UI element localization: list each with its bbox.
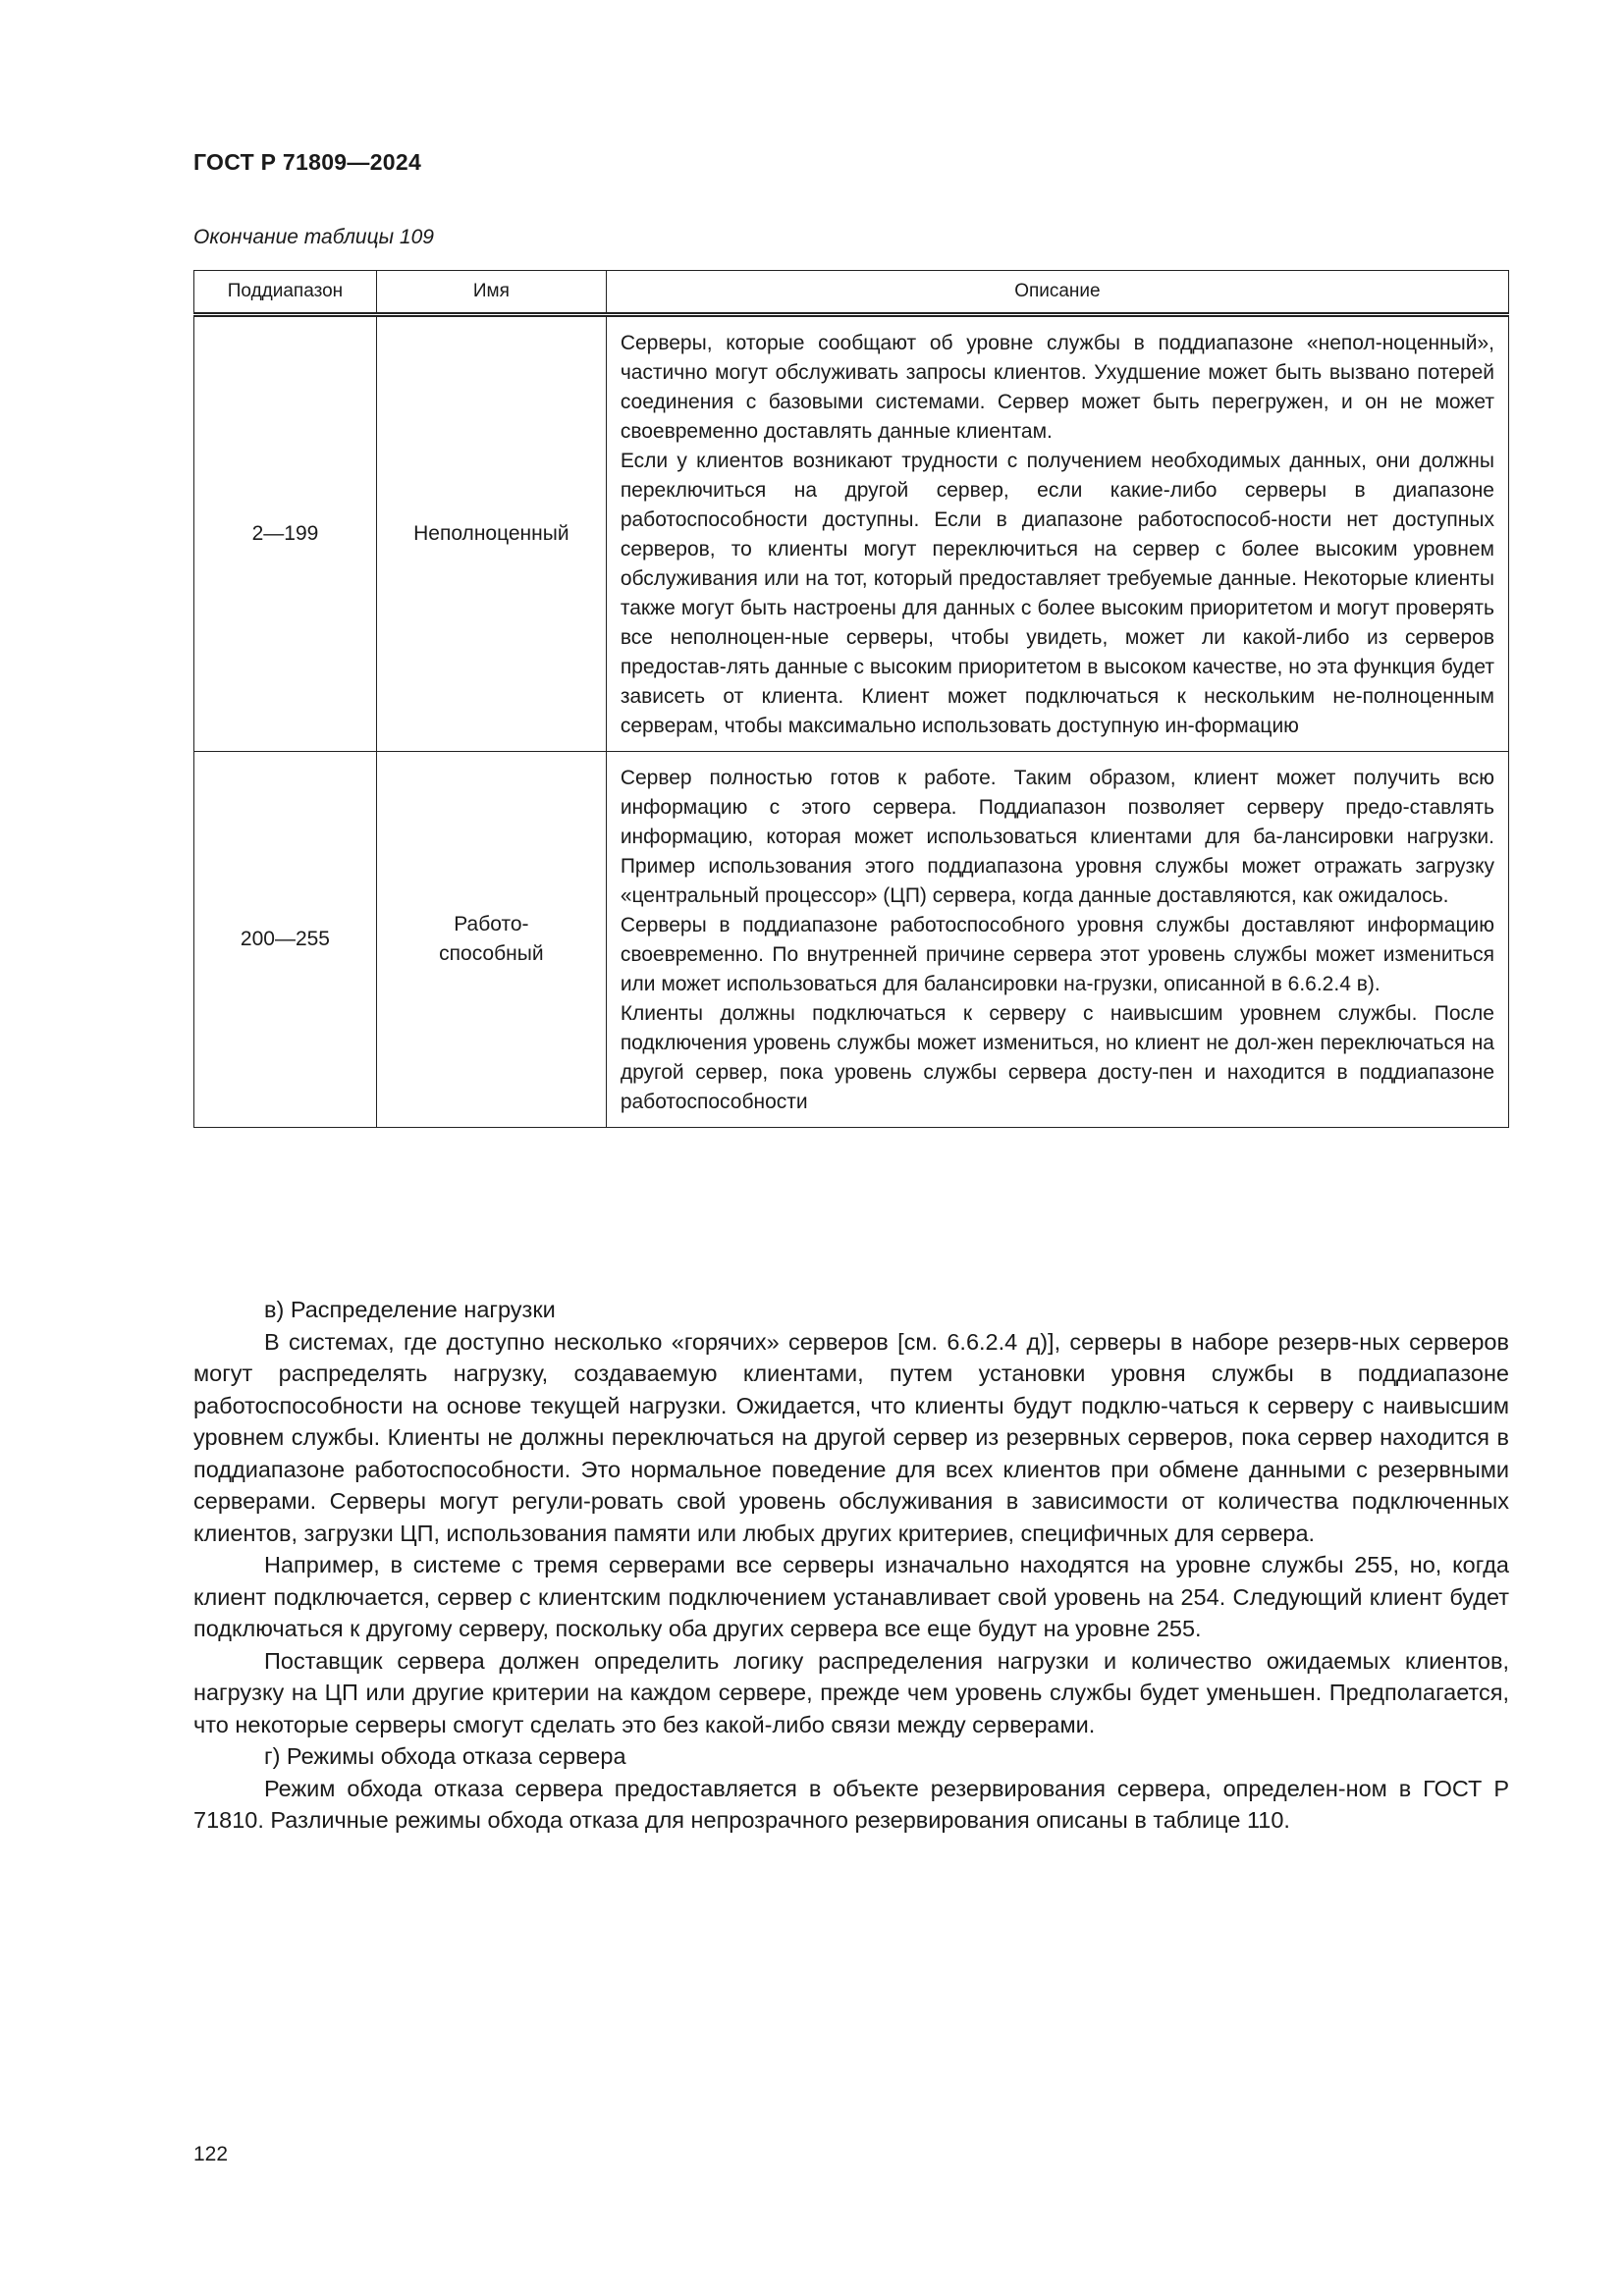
section-heading-load-balancing: в) Распределение нагрузки [264, 1297, 556, 1322]
name-line: способный [439, 942, 544, 965]
name-line: Неполноценный [413, 522, 569, 545]
table-row [194, 752, 1509, 1128]
paragraph: Например, в системе с тремя серверами все серверы изначально находятся на уровне службы 255, но, когда клиент подключается, сервер с клиентским подключением устанавливает свой уровень на 254. Следующий клиент будет подключаться к другому серверу, поскольку оба других сервера все еще будут на уровне 255. [193, 1552, 1509, 1641]
name-line: Работо- [454, 913, 529, 935]
description-paragraph: Серверы в поддиапазоне работоспособного уровня службы доставляют информацию своевременно. По внутренней причине сервера этот уровень службы может измениться или может использоваться для балансировки на-грузки, описанной в 6.6.2.4 в). [620, 914, 1494, 995]
name-cell [376, 315, 606, 752]
column-header-subrange: Поддиапазон [194, 271, 377, 315]
paragraph: Режим обхода отказа сервера предоставляется в объекте резервирования сервера, определен-ном в ГОСТ Р 71810. Различные режимы обхода отказа для непрозрачного резервирования описаны в таблице 110. [193, 1775, 1509, 1833]
section-heading-failover-modes: г) Режимы обхода отказа сервера [264, 1743, 626, 1769]
description-cell [606, 752, 1508, 1128]
name-cell [376, 752, 606, 1128]
description-paragraph: Если у клиентов возникают трудности с получением необходимых данных, они должны переключиться на другой сервер, если какие-либо серверы в диапазоне работоспособности доступны. Если в диапазоне работоспособ-ности нет доступных серверов, то клиенты могут переключиться на сервер с более высоким уровнем обслуживания или на тот, который предоставляет требуемые данные. Некоторые клиенты также могут быть настроены для данных с более высоким приоритетом и могут проверять все неполноцен-ные серверы, чтобы увидеть, может ли какой-либо из серверов предостав-лять данные с высоким приоритетом в высоком качестве, но эта функция будет зависеть от клиента. Клиент может подключаться к нескольким не-полноценным серверам, чтобы максимально использовать доступную ин-формацию [620, 450, 1494, 737]
page-number: 122 [193, 2143, 229, 2165]
description-cell [606, 315, 1508, 752]
table-header-row [194, 271, 1509, 315]
paragraph: Поставщик сервера должен определить логику распределения нагрузки и количество ожидаемых клиентов, нагрузку на ЦП или другие критерии на каждом сервере, прежде чем уровень службы будет уменьшен. Предполагается, что некоторые серверы смогут сделать это без какой-либо связи между серверами. [193, 1647, 1509, 1737]
description-paragraph: Сервер полностью готов к работе. Таким образом, клиент может получить всю информацию с этого сервера. Поддиапазон позволяет серверу предо-ставлять информацию, которая может использоваться клиентами для ба-лансировки нагрузки. Пример использования этого поддиапазона уровня службы может отражать загрузку «центральный процессор» (ЦП) сервера, когда данные доставляются, как ожидалось. [620, 767, 1494, 907]
document-code-header: ГОСТ Р 71809—2024 [193, 149, 422, 175]
body-text [193, 1294, 1509, 1837]
column-header-name: Имя [376, 271, 606, 315]
column-header-description: Описание [606, 271, 1508, 315]
paragraph: В системах, где доступно несколько «горячих» серверов [см. 6.6.2.4 д)], серверы в наборе резерв-ных серверов могут распределять нагрузку, создаваемую клиентами, путем установки уровня службы в поддиапазоне работоспособности на основе текущей нагрузки. Ожидается, что клиенты будут подклю-чаться к серверу с наивысшим уровнем службы. Клиенты не должны переключаться на другой сервер из резервных серверов, пока сервер находится в поддиапазоне работоспособности. Это нормальное поведение для всех клиентов при обмене данными с резервными серверами. Серверы могут регули-ровать свой уровень обслуживания в зависимости от количества подключенных клиентов, загрузки ЦП, использования памяти или любых других критериев, специфичных для сервера. [193, 1328, 1509, 1546]
subrange-cell: 2—199 [194, 315, 377, 752]
description-paragraph: Клиенты должны подключаться к серверу с наивысшим уровнем службы. После подключения уровень службы может измениться, но клиент не дол-жен переключаться на другой сервер, пока уровень службы сервера досту-пен и находится в поддиапазоне работоспособности [620, 1002, 1494, 1113]
subrange-table [193, 270, 1509, 1128]
subrange-cell: 200—255 [194, 752, 377, 1128]
description-paragraph: Серверы, которые сообщают об уровне службы в поддиапазоне «непол-ноценный», частично могут обслуживать запросы клиентов. Ухудшение может быть вызвано потерей соединения с базовыми системами. Сервер может быть перегружен, и он не может своевременно доставлять данные клиентам. [620, 332, 1494, 443]
table-caption: Окончание таблицы 109 [193, 226, 434, 248]
table-row [194, 315, 1509, 752]
